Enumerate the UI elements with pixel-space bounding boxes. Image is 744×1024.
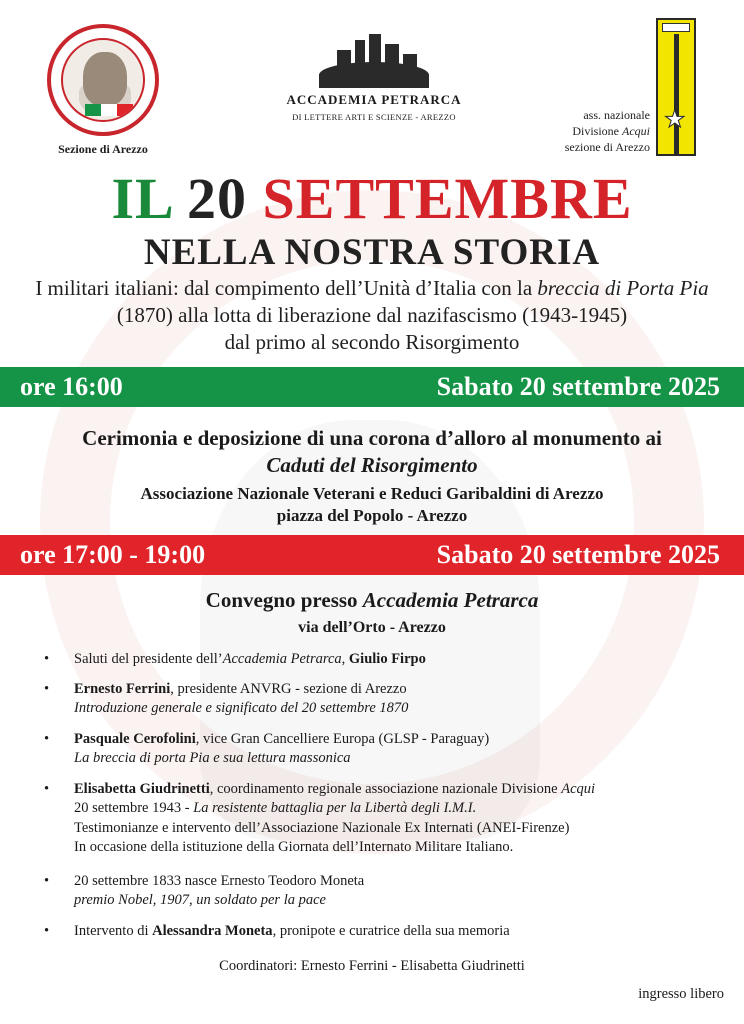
main-subtitle: NELLA NOSTRA STORIA [143,232,601,273]
list-item: • Ernesto Ferrini, presidente ANVRG - sezione di Arezzo Introduzione generale e significato del 20 settembre 1870 [44,681,409,717]
garibaldi-seal-icon [47,24,159,136]
divisione-acqui-logo [520,18,700,158]
acqui-badge-icon [656,18,696,156]
list-item: • Intervento di Alessandra Moneta, pronipote e curatrice della sua memoria [44,923,510,939]
session1-date: Sabato 20 settembre 2025 [436,372,720,401]
session1-band [0,367,744,407]
session2-details: Convegno presso Accademia Petrarca via dell’Orto - Arezzo [205,588,539,636]
list-item: • Pasquale Cerofolini, vice Gran Cancelliere Europa (GLSP - Paraguay) La breccia di porta Pia e sua lettura massonica [44,731,490,767]
session2-band [0,535,744,575]
list-item: • Saluti del presidente dell’Accademia Petrarca, Giulio Firpo [44,651,426,667]
free-entry: ingresso libero [638,986,724,1002]
event-description: I militari italiani: dal compimento dell’Unità d’Italia con la breccia di Porta Pia (1870) alla lotta di liberazione dal nazifascismo (1943-1945) dal primo al secondo Risorgimento [35,276,709,354]
anvrg-caption: Sezione di Arezzo [58,142,148,156]
session2-time: ore 17:00 - 19:00 [20,540,206,569]
star-icon: ★ [664,107,686,133]
divisione-acqui-text: ass. nazionale Divisione Acqui sezione di Arezzo [564,108,650,154]
session1-time: ore 16:00 [20,372,123,401]
hill-town-icon [319,36,429,88]
session1-details: Cerimonia e deposizione di una corona d’alloro al monumento ai Caduti del Risorgimento Associazione Nazionale Veterani e Reduci Garibaldini di Arezzo piazza del Popolo - Arezzo [82,426,662,525]
anvrg-logo [44,24,162,157]
accademia-petrarca-logo [274,36,474,122]
accademia-name: ACCADEMIA PETRARCA [286,92,462,107]
session2-date: Sabato 20 settembre 2025 [436,540,720,569]
coordinators: Coordinatori: Ernesto Ferrini - Elisabetta Giudrinetti [219,958,525,974]
accademia-subtitle: DI LETTERE ARTI E SCIENZE - AREZZO [292,112,456,122]
main-title: IL 20 SETTEMBRE [111,166,633,231]
list-item: • Elisabetta Giudrinetti, coordinamento regionale associazione nazionale Divisione Acqui 20 settembre 1943 - La resistente battaglia per la Libertà degli I.M.I. Testimonianze e intervento dell’Associazione Nazionale Ex Internati (ANEI-Firenze) In occasione della istituzione della Giornata dell’Internato Militare Italiano. [44,781,596,856]
list-item: • 20 settembre 1833 nasce Ernesto Teodoro Moneta premio Nobel, 1907, un soldato per la pace [44,873,365,909]
